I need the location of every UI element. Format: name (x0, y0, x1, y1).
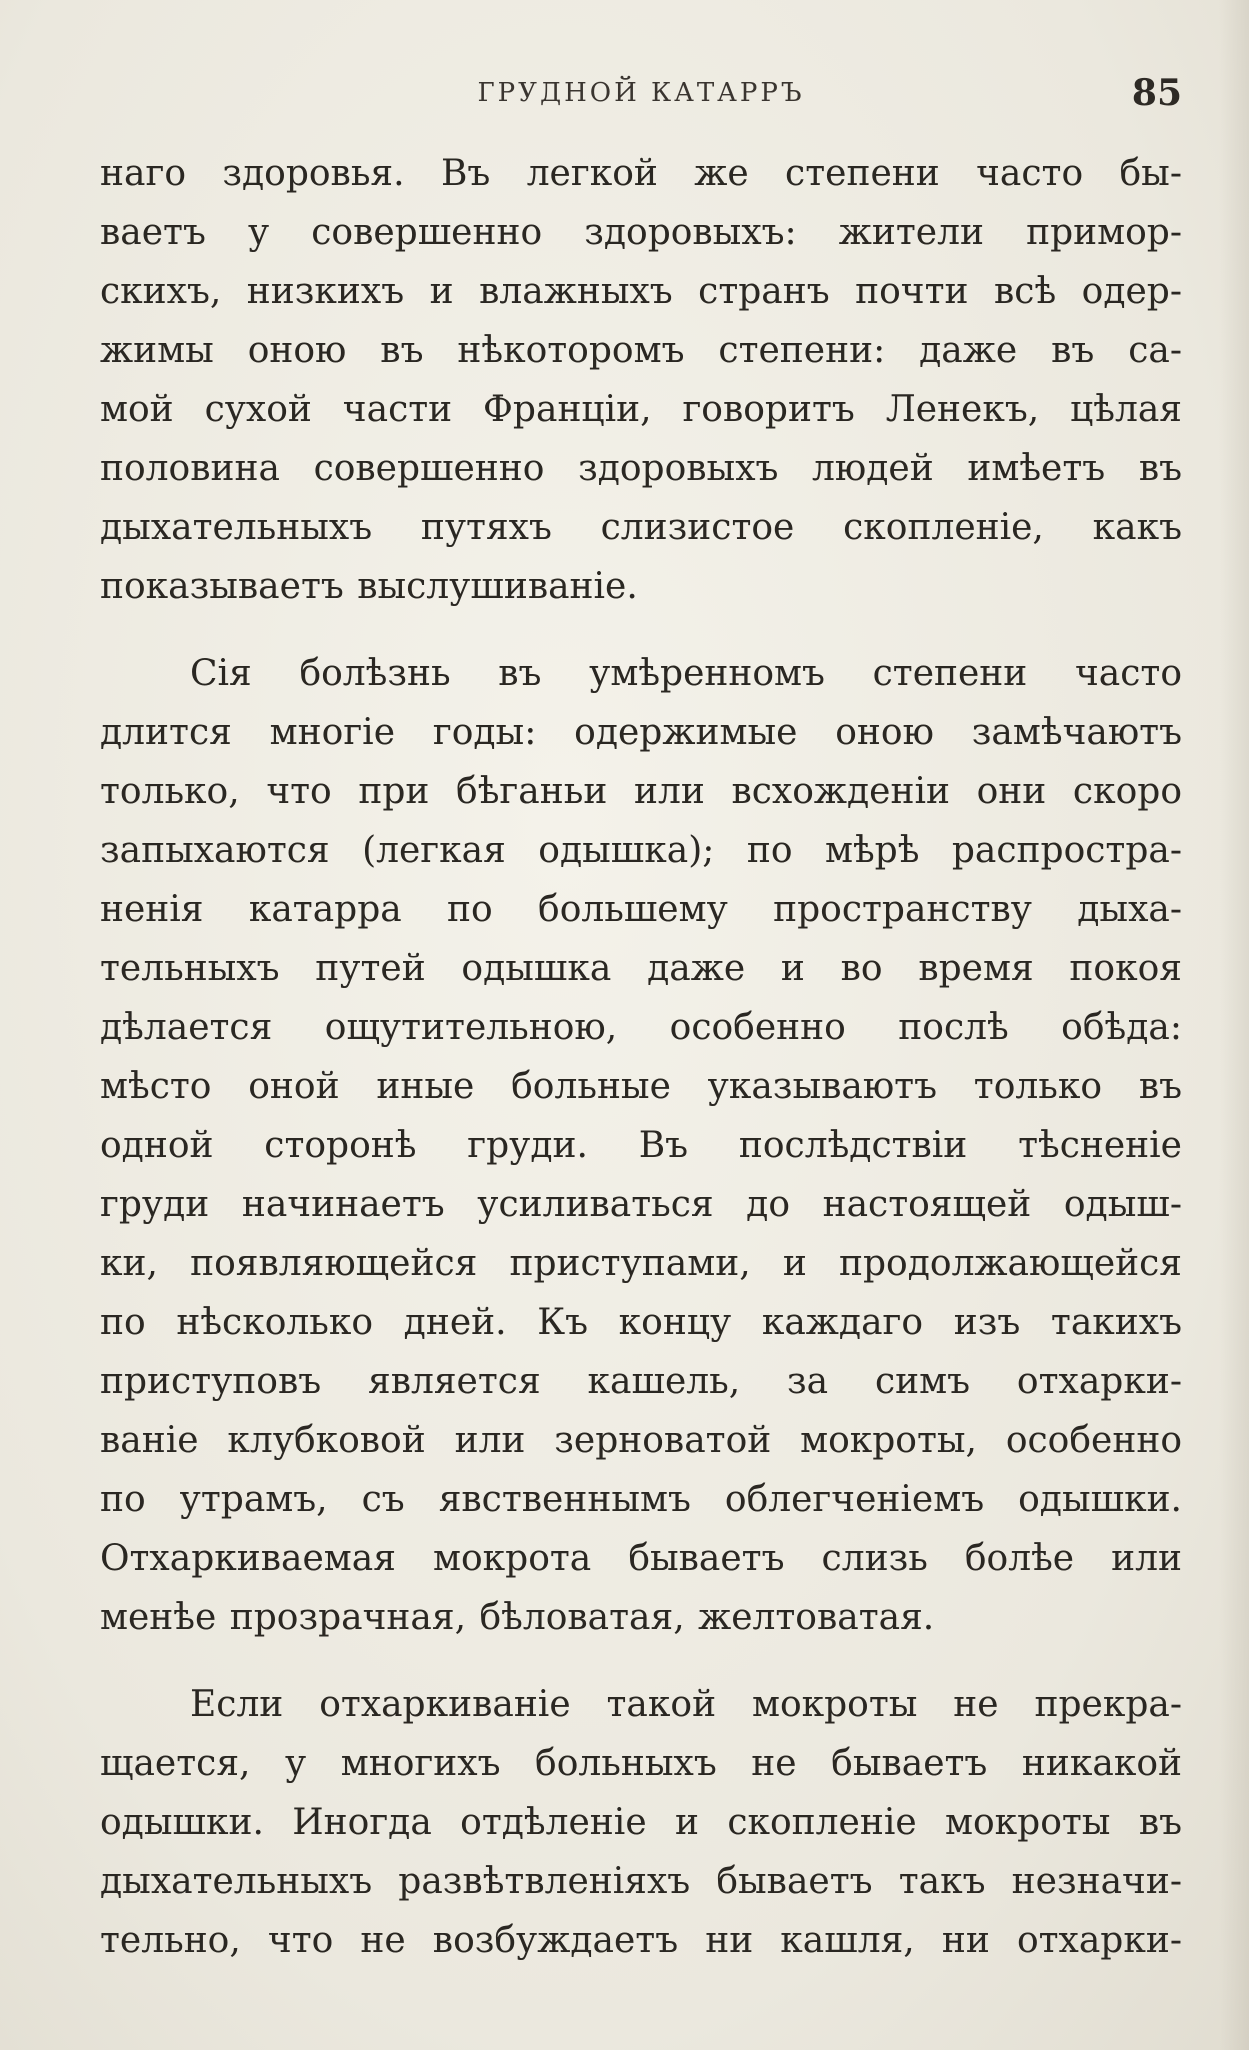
text-line: менѣе прозрачная, бѣловатая, желтоватая. (100, 1597, 935, 1638)
paragraph-1 (100, 144, 1182, 616)
text-line: только, что при бѣганьи или всхожденіи они скоро (100, 771, 1182, 812)
text-line: мой сухой части Франціи, говоритъ Ленекъ, цѣлая (100, 389, 1182, 430)
text-line: запыхаются (легкая одышка); по мѣрѣ распростра- (100, 830, 1182, 871)
page-header (100, 72, 1182, 118)
running-head: ГРУДНОЙ КАТАРРЪ (477, 78, 805, 108)
text-line: мѣсто оной иные больные указываютъ только въ (100, 1066, 1182, 1107)
text-line: длится многіе годы: одержимые оною замѣчаютъ (100, 712, 1182, 753)
paragraph-2 (100, 644, 1182, 1647)
text-line: половина совершенно здоровыхъ людей имѣетъ въ (100, 448, 1182, 489)
text-line: по утрамъ, съ явственнымъ облегченіемъ одышки. (100, 1479, 1182, 1520)
text-line: Сія болѣзнь въ умѣренномъ степени часто (190, 653, 1182, 694)
text-line: жимы оною въ нѣкоторомъ степени: даже въ са- (100, 330, 1182, 371)
text-line: ваніе клубковой или зерноватой мокроты, особенно (100, 1420, 1182, 1461)
paragraph-3 (100, 1675, 1182, 1970)
text-line: ненія катарра по большему пространству дыха- (100, 889, 1182, 930)
text-line: одышки. Иногда отдѣленіе и скопленіе мокроты въ (100, 1802, 1182, 1843)
body-text (100, 144, 1182, 1970)
text-line: тельныхъ путей одышка даже и во время покоя (100, 948, 1182, 989)
text-line: Отхаркиваемая мокрота бываетъ слизь болѣе или (100, 1538, 1182, 1579)
text-line: одной сторонѣ груди. Въ послѣдствіи тѣсненіе (100, 1125, 1182, 1166)
text-line: ваетъ у совершенно здоровыхъ: жители примор- (100, 212, 1182, 253)
text-line: показываетъ выслушиваніе. (100, 566, 638, 607)
text-line: по нѣсколько дней. Къ концу каждаго изъ такихъ (100, 1302, 1182, 1343)
text-line: наго здоровья. Въ легкой же степени часто бы- (100, 153, 1182, 194)
text-line: дыхательныхъ развѣтвленіяхъ бываетъ такъ незначи- (100, 1861, 1182, 1902)
text-line: дыхательныхъ путяхъ слизистое скопленіе, какъ (100, 507, 1182, 548)
text-line: ки, появляющейся приступами, и продолжающейся (100, 1243, 1182, 1284)
text-line: тельно, что не возбуждаетъ ни кашля, ни отхарки- (100, 1920, 1182, 1961)
page-number: 85 (1131, 72, 1182, 114)
text-line: дѣлается ощутительною, особенно послѣ обѣда: (100, 1007, 1182, 1048)
text-line: Если отхаркиваніе такой мокроты не прекра- (190, 1684, 1182, 1725)
text-line: приступовъ является кашель, за симъ отхарки- (100, 1361, 1182, 1402)
page-edge-shadow (1219, 0, 1249, 2050)
text-line: щается, у многихъ больныхъ не бываетъ никакой (100, 1743, 1182, 1784)
text-line: скихъ, низкихъ и влажныхъ странъ почти всѣ одер- (100, 271, 1182, 312)
text-line: груди начинаетъ усиливаться до настоящей одыш- (100, 1184, 1182, 1225)
